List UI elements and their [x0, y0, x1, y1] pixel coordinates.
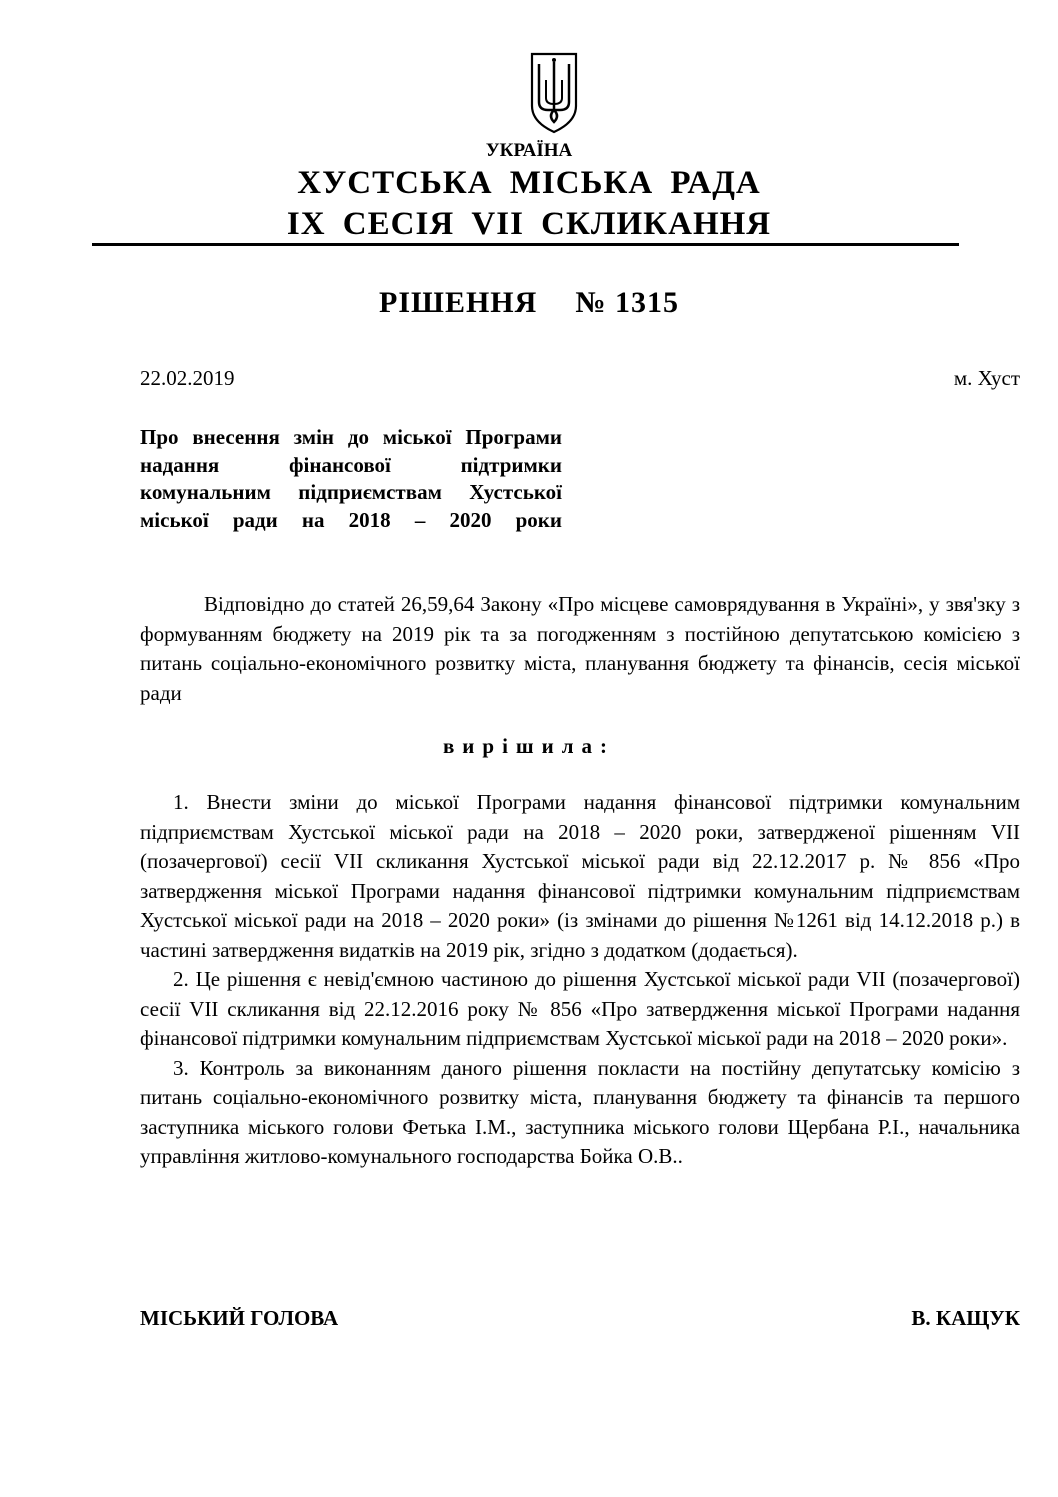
decision-heading — [0, 286, 1058, 320]
subject-line: Про внесення змін до міської Програми — [140, 425, 562, 449]
country-title: УКРАЇНА — [485, 140, 573, 161]
session-title: IX СЕСІЯ VII СКЛИКАННЯ — [286, 206, 772, 242]
council-title: ХУСТСЬКА МІСЬКА РАДА — [297, 165, 761, 201]
subject-line: надання фінансової підтримки — [140, 452, 562, 477]
decision-place: м. Хуст — [953, 366, 1020, 390]
decision-item: 1. Внести зміни до міської Програми надання фінансової підтримки комунальним підприємствам Хустської міської ради на 2018 – 2020 роки, затвердженої рішенням VII (позачергової) сесії VII скликання Хустської міської ради від 22.12.2017 р. № 856 «Про затвердження міської Програми надання фінансової підтримки комунальним підприємствам Хустської міської ради на 2018 – 2020 роки» (із змінами до рішення №1261 від 14.12.2018 р.) в частині затвердження видатків на 2019 рік, згідно з додатком (додається). — [140, 790, 1020, 962]
signature-position: МІСЬКИЙ ГОЛОВА — [140, 1306, 339, 1330]
subject-line: комунальним підприємствам Хустської — [140, 480, 562, 504]
subject-line: міської ради на 2018 – 2020 роки — [140, 507, 562, 532]
header-divider — [92, 243, 959, 246]
decision-items — [140, 788, 1020, 1172]
decision-subject — [140, 424, 562, 534]
decision-item: 2. Це рішення є невід'ємною частиною до рішення Хустської міської ради VII (позачергової) сесії VII скликання від 22.12.2016 року № 856 «Про затвердження міської Програми надання фінансової підтримки комунальним підприємствам Хустської міської ради на 2018 – 2020 роки». — [140, 967, 1020, 1050]
preamble-paragraph: Відповідно до статей 26,59,64 Закону «Про місцеве самоврядування в Україні», у звя'зку з формуванням бюджету на 2019 рік та за погодженням з постійною депутатською комісією з питань соціально-економічного розвитку міста, планування бюджету та фінансів, сесія міської ради — [140, 592, 1020, 705]
signature-name: В. КАЩУК — [911, 1306, 1020, 1330]
decision-number: № 1315 — [575, 286, 679, 319]
trident-emblem-icon — [528, 50, 580, 134]
decision-item: 3. Контроль за виконанням даного рішення покласти на постійну депутатську комісію з питань соціально-економічного розвитку міста, планування бюджету та фінансів та першого заступника міського голови Фетька І.М., заступника міського голови Щербана Р.І., начальника управління житлово-комунального господарства Бойка О.В.. — [140, 1055, 1020, 1168]
decision-title: РІШЕННЯ — [379, 286, 538, 319]
resolved-heading: вирішила: — [442, 734, 616, 758]
decision-date: 22.02.2019 — [140, 366, 235, 390]
